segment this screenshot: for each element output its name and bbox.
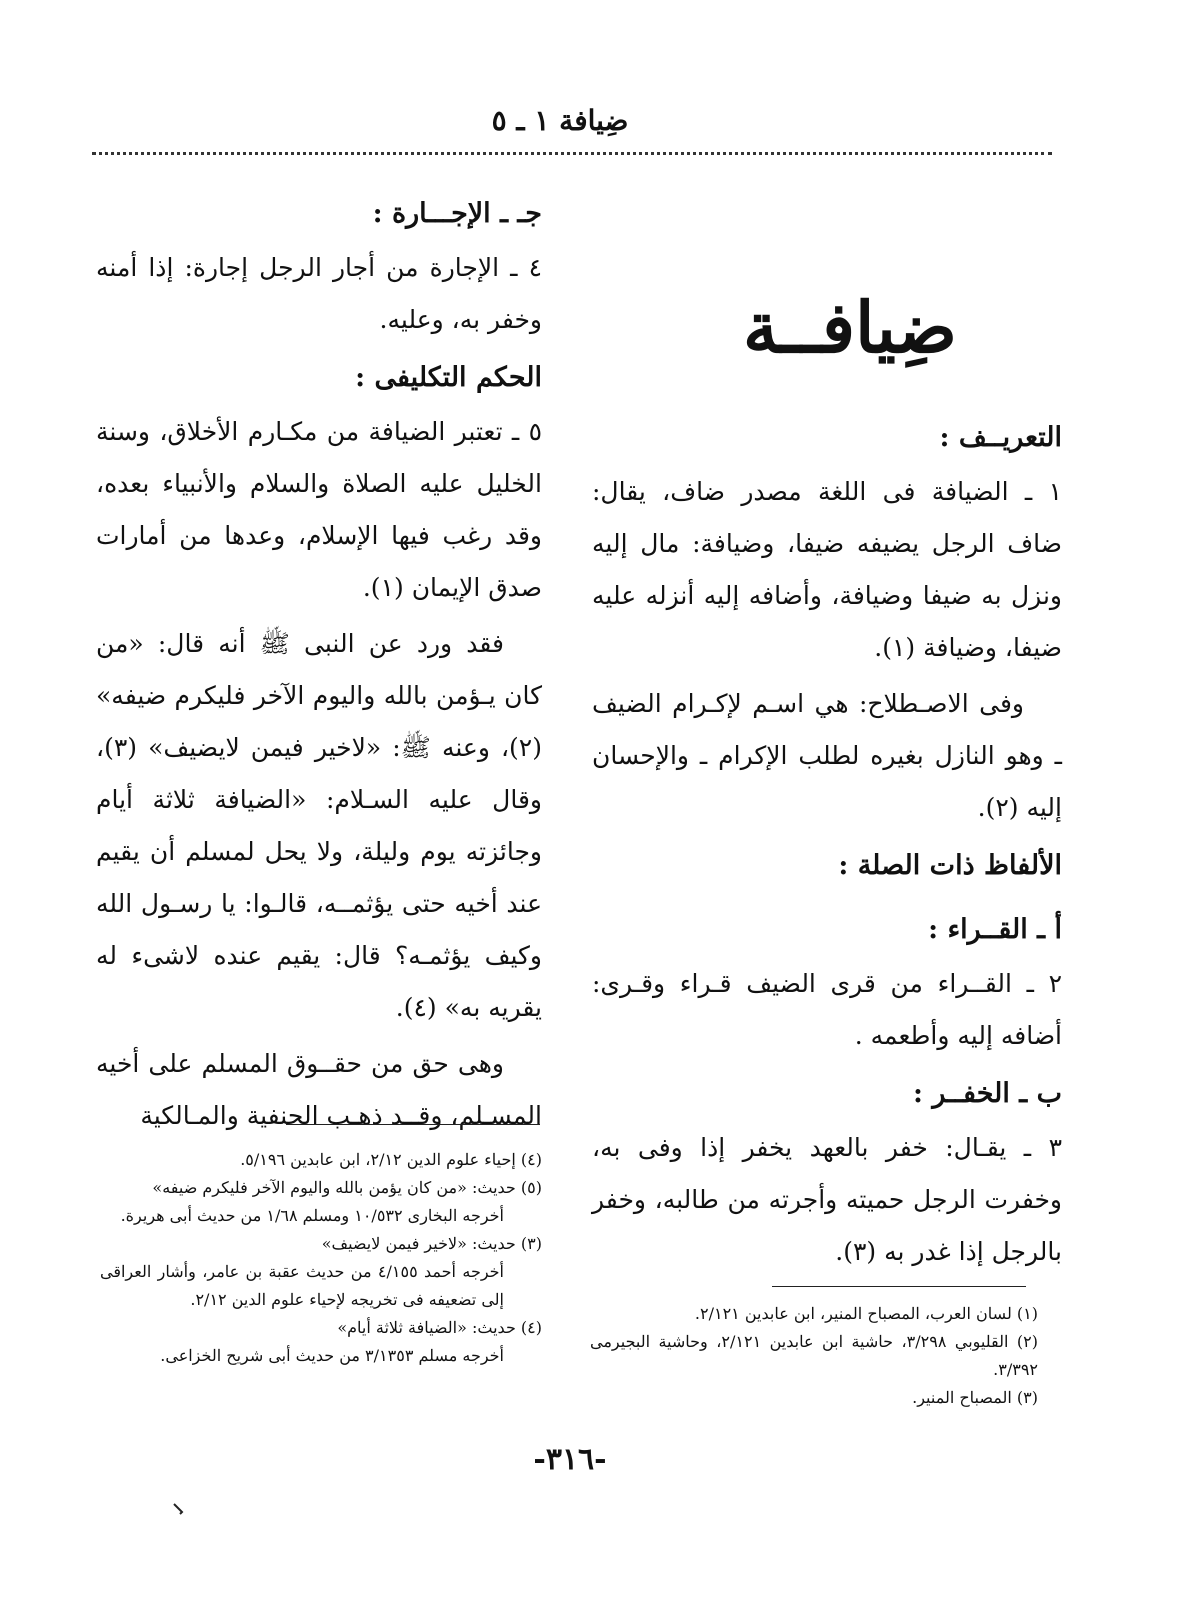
paragraph-2: وفى الاصـطلاح: هي اسـم لإكـرام الضيف ـ وهو النازل بغيره لطلب الإكرام ـ والإحسان إليه (٢).	[592, 689, 1062, 822]
footnote-left-1: (٤) إحياء علوم الدين ٢/١٢، ابن عابدين ٥/١٩٦.	[240, 1150, 542, 1169]
footnote-left-2: (٥) حديث: «من كان يؤمن بالله واليوم الآخر فليكرم ضيفه»	[152, 1178, 542, 1197]
related-terms-heading: الألفاظ ذات الصلة :	[838, 850, 1062, 881]
paragraph-8: وهى حق من حقــوق المسلم على أخيه المسـلم، وقــد ذهـب الحنفية والمـالكية	[96, 1049, 542, 1130]
paragraph-7: فقد ورد عن النبى ﷺ أنه قال: «من كان يـؤمن بالله واليوم الآخر فليكرم ضيفه» (٢)، وعنه ﷺ: «لاخير فيمن لايضيف» (٣)، وقال عليه السـلام: «الضيافة ثلاثة أيام وجائزته يوم وليلة، ولا يحل لمسلم أن يقيم عند أخيه حتى يؤثمــه، قالـوا: يا رسـول الله وكيف يؤثمـه؟ قال: يقيم عنده لاشىء له يقريه به» (٤).	[96, 629, 542, 1022]
definition-heading: التعريــف :	[939, 422, 1062, 453]
footnote-left-3: (٣) حديث: «لاخير فيمن لايضيف»	[321, 1234, 542, 1253]
article-title: ضِيافــة	[743, 286, 957, 369]
stray-ink-mark	[172, 1502, 186, 1516]
footnote-left-4-source: أخرجه مسلم ٣/١٣٥٣ من حديث أبى شريح الخزاعى.	[160, 1346, 504, 1365]
left-column	[96, 186, 542, 1146]
footnote-left-4: (٤) حديث: «الضيافة ثلاثة أيام»	[337, 1318, 542, 1337]
right-column	[592, 410, 1062, 1282]
footnotes-right	[590, 1300, 1038, 1412]
footnote-right-1: (١) لسان العرب، المصباح المنير، ابن عابدين ٢/١٢١.	[694, 1304, 1038, 1323]
footnote-left-3-source: أخرجه أحمد ٤/١٥٥ من حديث عقبة بن عامر، وأشار العراقى إلى تضعيفه فى تخريجه لإحياء علوم الدين ٢/١٢.	[100, 1262, 504, 1309]
footnote-right-3: (٣) المصباح المنير.	[912, 1388, 1038, 1407]
footnote-rule-left	[286, 1124, 540, 1125]
paragraph-3: ٢ ـ القــراء من قرى الضيف قـراء وقـرى: أضافه إليه وأطعمه .	[592, 969, 1062, 1050]
header-dotted-rule	[92, 152, 1052, 155]
page-number: -٣١٦-	[533, 1442, 607, 1477]
footnotes-left	[100, 1146, 542, 1370]
subheading-b: ب ـ الخفــر :	[912, 1078, 1062, 1109]
paragraph-5: ٤ ـ الإجارة من أجار الرجل إجارة: إذا أمنه وخفر به، وعليه.	[96, 253, 542, 334]
footnote-rule-right	[772, 1286, 1026, 1287]
ruling-heading: الحكم التكليفى :	[355, 362, 542, 393]
running-header: ضِيافة ١ ـ ٥	[491, 104, 629, 137]
footnote-right-2: (٢) القليوبي ٣/٢٩٨، حاشية ابن عابدين ٢/١٢١، وحاشية البجيرمى ٣/٣٩٢.	[590, 1332, 1038, 1379]
subheading-a: أ ـ القــراء :	[928, 914, 1062, 945]
paragraph-6: ٥ ـ تعتبر الضيافة من مكـارم الأخلاق، وسنة الخليل عليه الصلاة والسلام والأنبياء بعده، وقد رغب فيها الإسلام، وعدها من أمارات صدق الإيمان (١).	[96, 417, 542, 602]
paragraph-4: ٣ ـ يقـال: خفر بالعهد يخفر إذا وفى به، وخفرت الرجل حميته وأجرته من طالبه، وخفر بالرجل إذا غدر به (٣).	[592, 1133, 1062, 1266]
footnote-left-2-source: أخرجه البخارى ١٠/٥٣٢ ومسلم ١/٦٨ من حديث أبى هريرة.	[120, 1206, 504, 1225]
paragraph-1: ١ ـ الضيافة فى اللغة مصدر ضاف، يقال: ضاف الرجل يضيفه ضيفا، وضيافة: مال إليه ونزل به ضيفا وضيافة، وأضافه إليه أنزله عليه ضيفا، وضيافة (١).	[592, 477, 1062, 662]
subheading-c: جـ ـ الإجـــارة :	[372, 198, 542, 229]
